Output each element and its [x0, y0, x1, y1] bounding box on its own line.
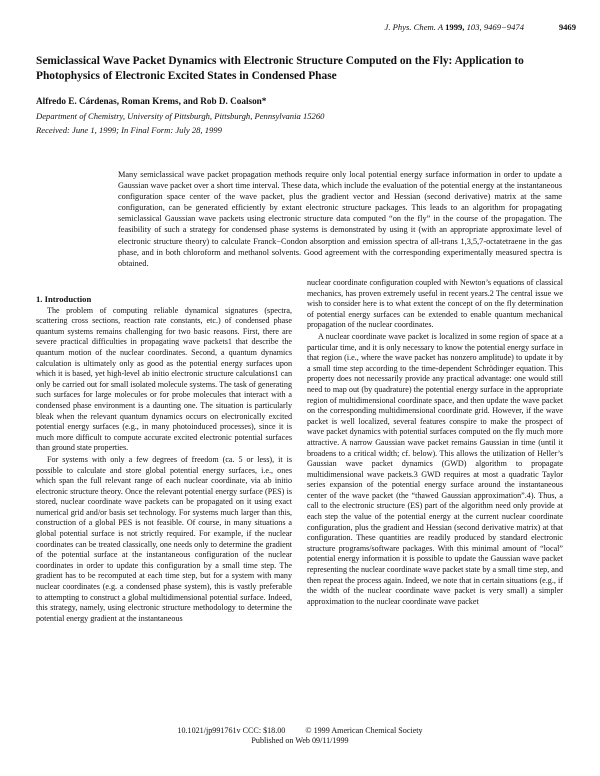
running-head — [0, 22, 600, 36]
journal-volume: 103, — [466, 22, 482, 32]
affiliation: Department of Chemistry, University of Pittsburgh, Pittsburgh, Pennsylvania 15260 — [36, 111, 325, 121]
body-paragraph: The problem of computing reliable dynamical signatures (spectra, scattering cross sections, reaction rate constants, etc.) of condensed phase quantum systems remains challenging for two basic reasons. First, there are severe practical difficulties in propagating wave packets1 that describe the quantum motion of the nuclear coordinates. Second, a quantum dynamics calculation is ultimately only as good as the potential energy surfaces upon which it is based, yet high-level ab initio electronic structure calculations1 can only be carried out for small isolated molecule systems. The task of generating such surfaces for large molecules or for probe molecules that interact with a condensed phase environment is a daunting one. The situation is particularly bleak when the relevant quantum dynamics occurs on electronically excited potential energy surfaces (e.g., in many photoinduced processes), since it is much more difficult to compute accurate excited electronic potential surfaces than ground state properties. — [36, 305, 292, 453]
journal-year: 1999, — [445, 22, 465, 32]
body-paragraph: For systems with only a few degrees of freedom (ca. 5 or less), it is possible to calculate and store global potential energy surfaces, i.e., ones which span the full relevant range of each nuclear coordinate, via ab initio electronic structure theory. Once the relevant potential energy surface (PES) is stored, nuclear coordinate wave packets can be propagated on it using exact numerical grid and/or basis set technology. For systems much larger than this, construction of a global PES is not feasible. Of course, in many situations a global potential surface is not strictly required. For example, if the nuclear coordinates can be treated classically, one needs only to determine the gradient of the potential surface at the instantaneous configuration of the nuclear coordinates in order to update this configuration by a small time step. The gradient has to be recomputed at each time step, but for a system with many nuclear coordinates (e.g. a condensed phase system), this is vastly preferable to attempting to construct a global multidimensional potential surface. Indeed, this strategy, namely, using electronic structure methodology to determine the potential energy gradient at the instantaneous — [36, 454, 292, 623]
page-number: 9469 — [558, 22, 576, 32]
doi-price: 10.1021/jp991761v CCC: $18.00 — [177, 726, 286, 735]
copyright: © 1999 American Chemical Society — [305, 726, 423, 735]
received-dates: Received: June 1, 1999; In Final Form: July 28, 1999 — [36, 125, 222, 135]
abstract: Many semiclassical wave packet propagation methods require only local potential energy surface information in order to update a Gaussian wave packet over a short time interval. These data, which include the evaluation of the potential energy at the instantaneous configuration space center of the wave packet, plus the gradient vector and Hessian (second derivative) matrix at the same configuration, can be generated efficiently by extant electronic structure packages. This leads to an algorithm for propagating semiclassical Gaussian wave packets using electronic structure data computed “on the fly” in the course of the propagation. The feasibility of such a strategy for condensed phase systems is demonstrated by using it (with an appropriate approximate level of electronic structure theory) to calculate Franck−Condon absorption and emission spectra of all-trans 1,3,5,7-octatetraene in the gas phase, and in both chloroform and methanol solvents. Good agreement with the corresponding experimentally measured spectra is obtained. — [118, 170, 562, 268]
body-paragraph: A nuclear coordinate wave packet is localized in some region of space at a particular time, and it is only necessary to know the potential energy surface in that region (i.e., where the wave packet has nonzero amplitude) to update it by a small time step according to the time-dependent Schrödinger equation. This property does not necessarily provide any practical advantage: one would still need to map out (by quadrature) the potential energy surface in the appropriate region of multidimensional coordinate space, and then update the wave packet on the corresponding multidimensional coordinate grid. However, if the wave packet is well localized, several features conspire to make the prospect of wave packet dynamics with potential surfaces computed on the fly much more attractive. A narrow Gaussian wave packet remains Gaussian in time (until it broadens to a critical width; cf. below). This allows the utilization of Heller’s Gaussian wave packet dynamics (GWD) algorithm to propagate multidimensional wave packets.3 GWD requires at most a quadratic Taylor series expansion of the potential energy surface around the instantaneous center of the wave packet (the “thawed Gaussian approximation”.4). Thus, a call to the electronic structure (ES) part of the algorithm need only provide at each step the value of the potential energy at the current nuclear coordinate configuration, plus the gradient and Hessian (second derivative matrix) at that configuration. These quantities are readily produced by standard electronic structure programs/software packages. With this minimal amount of “local” potential energy information it is possible to update the Gaussian wave packet representing the nuclear coordinate wave packet state by a small time step, and then repeat the process again. Indeed, we note that in certain situations (e.g., if the width of the nuclear coordinate wave packet is very small) a simpler approximation to the nuclear coordinate wave packet — [307, 331, 563, 606]
body-paragraph: nuclear coordinate configuration coupled with Newton’s equations of classical mechanics, has proven extremely useful in recent years.2 The central issue we wish to consider here is to what extent the concept of on the fly determination of potential energy surfaces can be extended to enable quantum mechanical propagation of the nuclear coordinates. — [307, 278, 563, 330]
journal-name: J. Phys. Chem. A — [384, 22, 443, 32]
author-list: Alfredo E. Cárdenas, Roman Krems, and Rob D. Coalson* — [36, 96, 267, 106]
page-footer — [0, 726, 600, 746]
journal-pages: 9469−9474 — [483, 22, 524, 32]
journal-citation — [385, 22, 524, 32]
right-column — [307, 278, 563, 608]
article-title: Semiclassical Wave Packet Dynamics with Electronic Structure Computed on the Fly: Application to Photophysics of Electronic Excited States in Condensed Phase — [36, 55, 524, 82]
section-heading-introduction: 1. Introduction — [36, 294, 92, 304]
left-column — [36, 294, 292, 625]
published-date: Published on Web 09/11/1999 — [251, 736, 349, 745]
